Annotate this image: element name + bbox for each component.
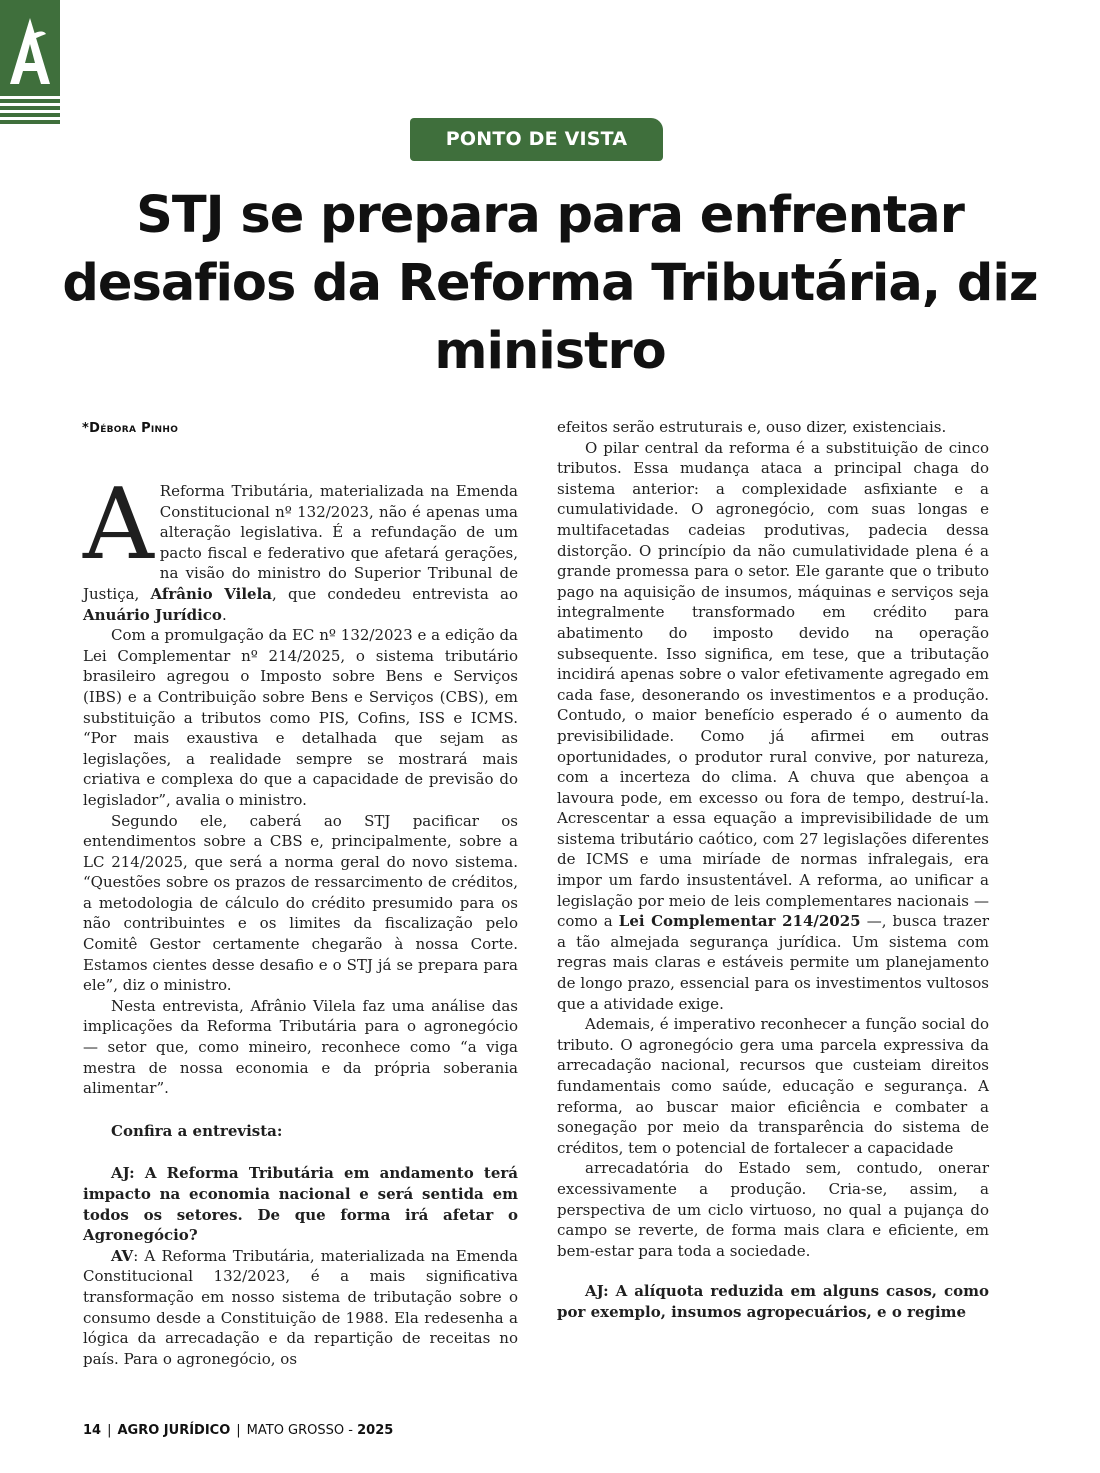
spacer [83, 1141, 518, 1163]
headline: STJ se prepara para enfrentar desafios da Reforma Tributária, diz ministro [62, 186, 1038, 381]
minister-name: Afrânio Vilela [150, 584, 272, 603]
paragraph: efeitos serão estruturais e, ouso dizer, existenciais. [557, 418, 947, 436]
paragraph: Nesta entrevista, Afrânio Vilela faz uma análise das implicações da Reforma Tributária para o agronegócio — setor que, como mineiro, reconhece como “a viga mestra de nossa economia e da própria soberania alimentar”. [83, 996, 518, 1098]
question-1: AJ: A Reforma Tributária em andamento terá impacto na economia nacional e será sentida em todos os setores. De que forma irá afetar o Agronegócio? [83, 1164, 518, 1245]
publication-logo [0, 0, 60, 124]
paragraph: Segundo ele, caberá ao STJ pacificar os entendimentos sobre a CBS e, principalmente, sobre a LC 214/2025, que será a norma geral do novo sistema. “Questões sobre os prazos de ressarcimento de créditos, a metodologia de cálculo do crédito presumido para os não contribuintes e os limites da fiscalização pelo Comitê Gestor certamente chegarão à nossa Corte. Estamos cientes desse desafio e o STJ já se prepara para ele”, diz o ministro. [83, 811, 518, 995]
paragraph: Com a promulgação da EC nº 132/2023 e a edição da Lei Complementar nº 214/2025, o sistema tributário brasileiro agregou o Imposto sobre Bens e Serviços (IBS) e a Contribuição sobre Bens e Serviços (CBS), em substituição a tributos como PIS, Cofins, ISS e ICMS. “Por mais exaustiva e detalhada que sejam as legislações, a realidade sempre se mostrará mais criativa e complexa do que a capacidade de previsão do legislador”, avalia o ministro. [83, 626, 518, 809]
footer-year: 2025 [357, 1423, 394, 1438]
intro-paragraph: A Reforma Tributária, materializada na Emenda Constitucional nº 132/2023, não é apenas uma alteração legislativa. É a refundação de um pacto fiscal e federativo que afetará gerações, na visão do ministro do Superior Tribunal de Justiça, Afrânio Vilela, que condedeu entrevista ao Anuário Jurídico. [83, 468, 519, 624]
question-2: AJ: A alíquota reduzida em alguns casos, como por exemplo, insumos agropecuários, e o regime [557, 1282, 989, 1321]
page-number: 14 [83, 1423, 102, 1438]
section-tag: PONTO DE VISTA [410, 118, 663, 161]
paragraph: O pilar central da reforma é a substituição de cinco tributos. Essa mudança ataca a principal chaga do sistema anterior: a complexidade asfixiante e a cumulatividade. O agronegócio, com suas longas e multifacetadas cadeias produtivas, padecia dessa distorção. O princípio da não cumulatividade plena é a grande promessa para o setor. Ele garante que o tributo pago na aquisição de insumos, máquinas e serviços seja integralmente transformado em crédito para abatimento do imposto devido na operação subsequente. Isso significa, em tese, que a tributação incidirá apenas sobre o valor efetivamente agregado em cada fase, desonerando os investimentos e a produção. Contudo, o maior benefício esperado é o aumento da previsibilidade. Como já afirmei em outras oportunidades, o produtor rural convive, por natureza, com a incerteza do clima. A chuva que abençoa a lavoura pode, em excesso ou fora de tempo, destruí-la. Acrescentar a essa equação a imprevisibilidade de um sistema tributário caótico, com 27 legislações diferentes de ICMS e uma miríade de normas infralegais, era impor um fardo insustentável. A reforma, ao unificar a legislação por meio de leis complementares nacionais — como a Lei Complementar 214/2025 —, busca trazer a tão almejada segurança jurídica. Um sistema com regras mais claras e estáveis permite um planejamento de longo prazo, essencial para os investimentos vultosos que a atividade exige. [557, 438, 990, 1013]
page-footer: 14 | AGRO JURÍDICO | MATO GROSSO - 2025 [83, 1423, 394, 1438]
paragraph: Ademais, é imperativo reconhecer a função social do tributo. O agronegócio gera uma parcela expressiva da arrecadação nacional, recursos que custeiam direitos fundamentais como saúde, educação e segurança. A reforma, ao buscar maior eficiência e combater a sonegação por meio da transparência do sistema de créditos, tem o potencial de fortalecer a capacidade [557, 1015, 989, 1157]
interview-intro: Confira a entrevista: [111, 1121, 283, 1140]
law-reference: Lei Complementar 214/2025 [618, 912, 861, 931]
paragraph: arrecadatória do Estado sem, contudo, onerar excessivamente a produção. Cria-se, assim, a perspectiva de um ciclo virtuoso, no qual a pujança do campo se reverte, de forma mais clara e eficiente, em bem-estar para toda a sociedade. [557, 1159, 989, 1260]
footer-region: MATO GROSSO [246, 1423, 345, 1438]
left-column [83, 468, 519, 1369]
byline: *Débora Pinho [82, 421, 179, 436]
spacer [557, 1261, 989, 1281]
footer-publication: AGRO JURÍDICO [117, 1423, 231, 1438]
answer-1: AV: A Reforma Tributária, materializada na Emenda Constitucional 132/2023, é a mais significativa transformação em nosso sistema de tributação sobre o consumo desde a Constituição de 1988. Ela redesenha a lógica da arrecadação e da repartição de receitas no país. Para o agronegócio, os [83, 1246, 518, 1368]
publication-name: Anuário Jurídico [83, 605, 222, 624]
spacer [83, 1099, 518, 1121]
agro-leaf-logo-icon [0, 0, 60, 124]
right-column [557, 417, 989, 1323]
drop-cap: A [83, 468, 154, 582]
